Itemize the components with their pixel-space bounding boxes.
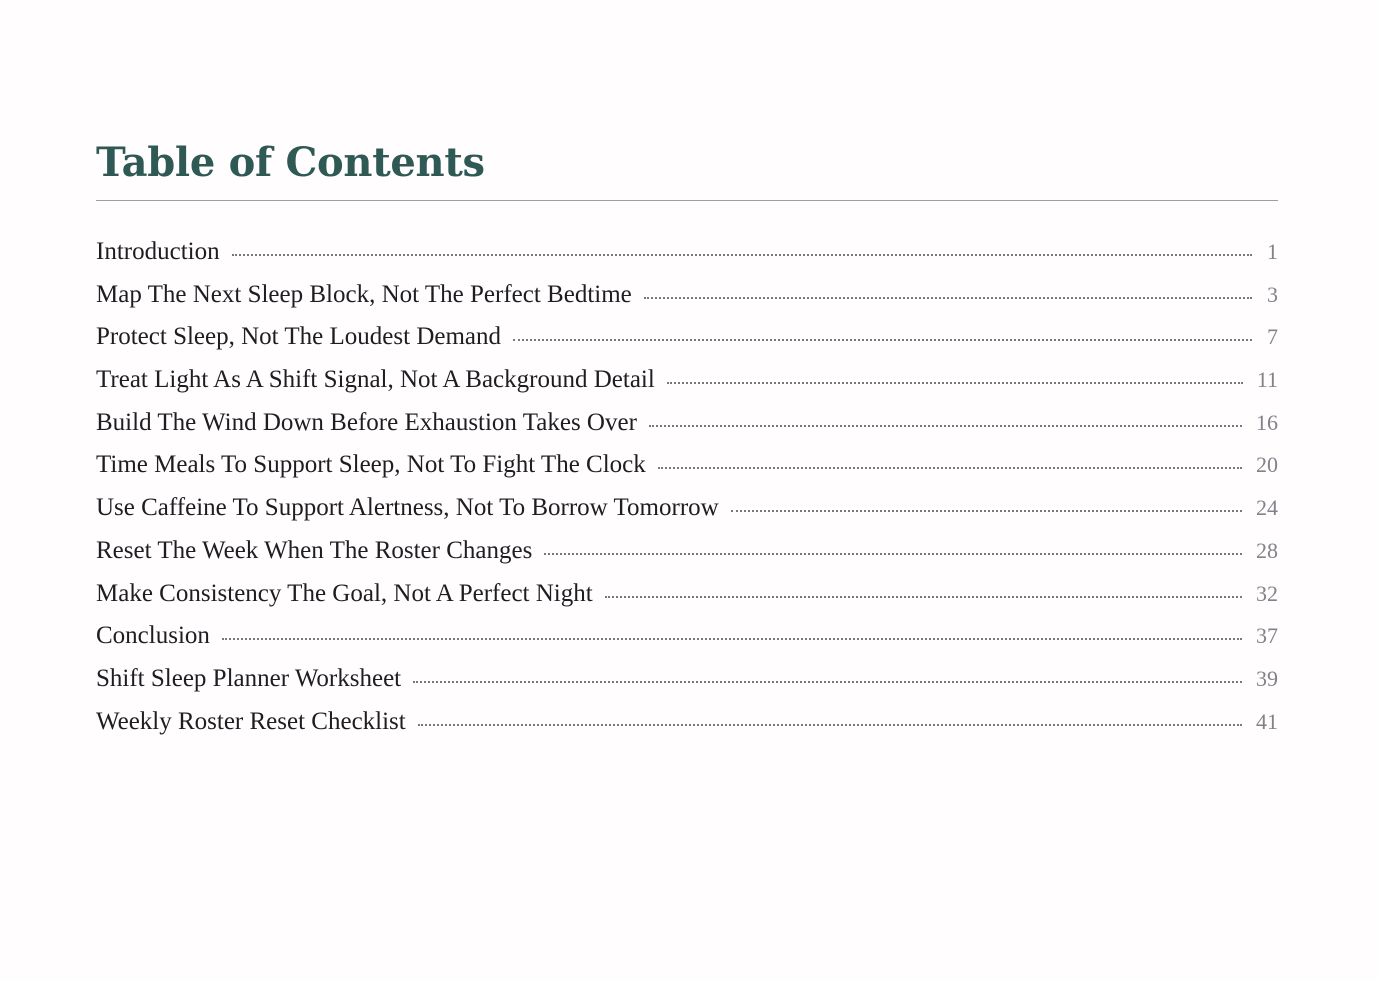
toc-entry-label: Introduction (96, 238, 220, 265)
toc-entry-page-number: 28 (1256, 537, 1278, 563)
toc-entry-label: Make Consistency The Goal, Not A Perfect Night (96, 579, 593, 607)
dot-leader (644, 297, 1252, 299)
dot-leader (544, 553, 1242, 555)
toc-entry-label: Shift Sleep Planner Worksheet (96, 664, 402, 692)
toc-entry-label: Map The Next Sleep Block, Not The Perfect Bedtime (96, 280, 632, 308)
toc-entry-page-number: 24 (1256, 495, 1278, 521)
toc-entry-label: Conclusion (96, 622, 210, 650)
toc-entry-page-number: 11 (1256, 367, 1278, 393)
dot-leader (658, 467, 1242, 469)
toc-entry-protect-sleep[interactable] (96, 323, 1278, 366)
toc-entry-page-number: 1 (1267, 239, 1278, 264)
toc-entry-page-number: 7 (1267, 324, 1278, 350)
dot-leader (222, 638, 1242, 640)
toc-entry-weekly-roster-reset[interactable] (96, 708, 1278, 751)
toc-entry-label: Build The Wind Down Before Exhaustion Takes Over (96, 408, 637, 436)
toc-entry-build-wind-down[interactable] (96, 409, 1278, 452)
toc-entry-page-number: 20 (1256, 452, 1278, 478)
toc-list (96, 238, 1278, 750)
dot-leader (232, 254, 1252, 256)
dot-leader (418, 724, 1242, 726)
toc-entry-label: Weekly Roster Reset Checklist (96, 707, 406, 735)
dot-leader (513, 339, 1252, 341)
dot-leader (649, 425, 1242, 427)
dot-leader (731, 510, 1242, 512)
title-divider (96, 200, 1278, 201)
toc-entry-page-number: 39 (1256, 665, 1278, 691)
toc-entry-reset-the-week[interactable] (96, 537, 1278, 580)
toc-page (96, 134, 1278, 750)
toc-entry-label: Treat Light As A Shift Signal, Not A Background Detail (96, 366, 655, 394)
toc-entry-shift-sleep-planner[interactable] (96, 665, 1278, 708)
dot-leader (413, 681, 1242, 683)
toc-entry-page-number: 3 (1267, 281, 1278, 307)
toc-entry-page-number: 16 (1256, 409, 1278, 435)
toc-entry-page-number: 32 (1256, 580, 1278, 606)
toc-entry-label: Reset The Week When The Roster Changes (96, 536, 533, 564)
toc-entry-label: Time Meals To Support Sleep, Not To Fight The Clock (96, 451, 646, 479)
toc-entry-label: Protect Sleep, Not The Loudest Demand (96, 323, 502, 351)
toc-entry-label: Use Caffeine To Support Alertness, Not To Borrow Tomorrow (96, 494, 719, 522)
toc-entry-map-next-sleep-block[interactable] (96, 281, 1278, 324)
toc-entry-use-caffeine[interactable] (96, 494, 1278, 537)
toc-entry-introduction[interactable] (96, 238, 1278, 281)
toc-entry-treat-light[interactable] (96, 366, 1278, 409)
toc-entry-conclusion[interactable] (96, 622, 1278, 665)
toc-entry-page-number: 41 (1256, 708, 1278, 734)
dot-leader (667, 382, 1243, 384)
toc-entry-page-number: 37 (1256, 623, 1278, 649)
toc-title: Table of Contents (96, 139, 485, 186)
toc-entry-time-meals[interactable] (96, 451, 1278, 494)
dot-leader (605, 596, 1242, 598)
toc-entry-make-consistency[interactable] (96, 580, 1278, 623)
